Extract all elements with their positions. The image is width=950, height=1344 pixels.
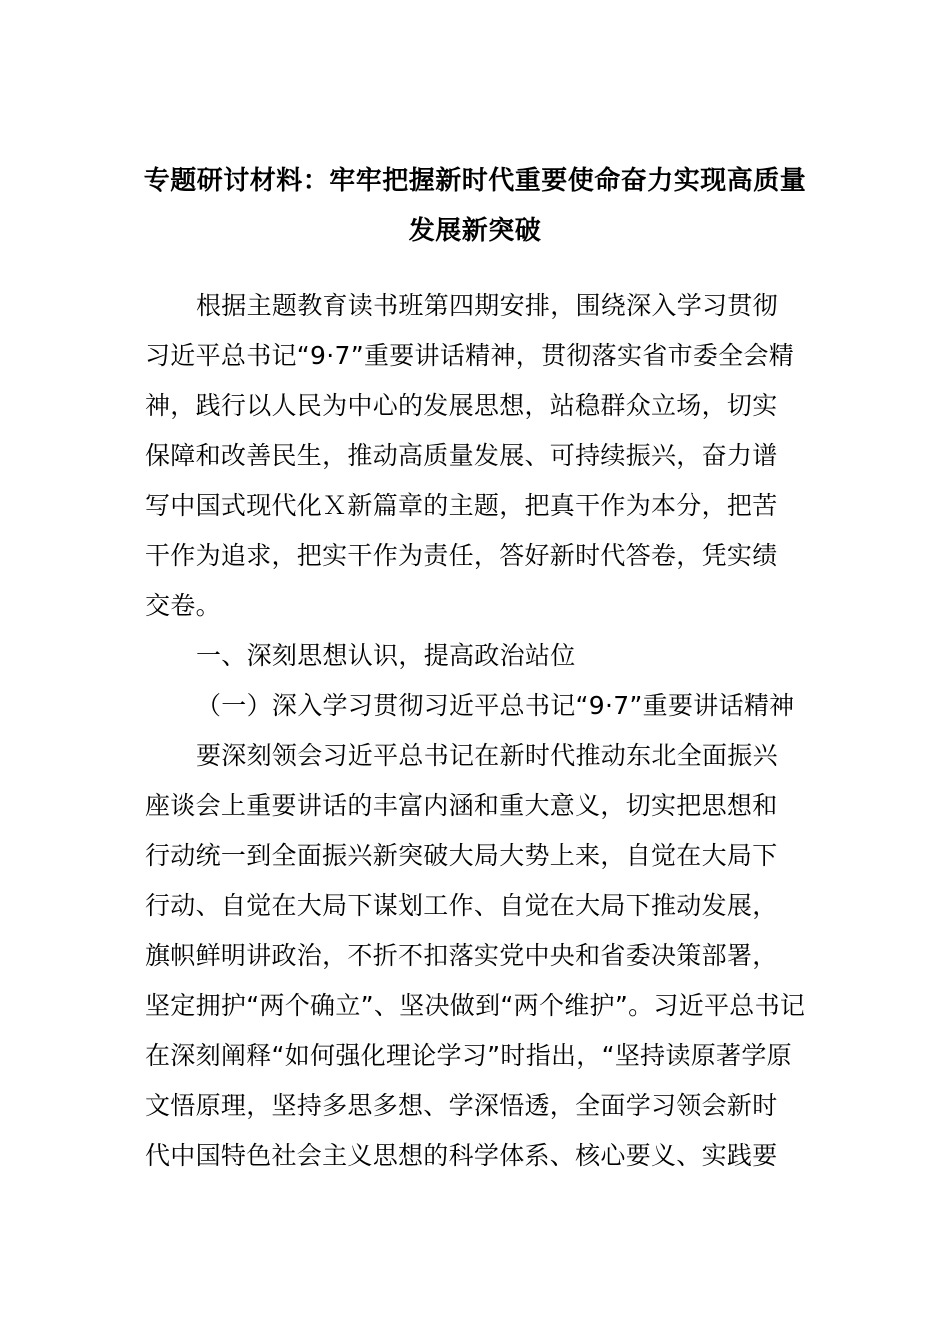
- paragraph-line: 行动统一到全面振兴新突破大局大势上来，自觉在大局下: [145, 841, 778, 870]
- paragraph-line: 写中国式现代化Ｘ新篇章的主题，把真干作为本分，把苦: [145, 491, 778, 520]
- paragraph-line: 神，践行以人民为中心的发展思想，站稳群众立场，切实: [145, 391, 778, 420]
- paragraph-line: 坚定拥护“两个确立”、坚决做到“两个维护”。习近平总书记: [145, 991, 806, 1020]
- document-title-line-2: 发展新突破: [408, 216, 542, 246]
- paragraph-line: 座谈会上重要讲话的丰富内涵和重大意义，切实把思想和: [145, 791, 778, 820]
- paragraph-line: 在深刻阐释“如何强化理论学习”时指出，“坚持读原著学原: [145, 1041, 792, 1070]
- paragraph-line: 保障和改善民生，推动高质量发展、可持续振兴，奋力谱: [145, 441, 778, 470]
- paragraph-line: 代中国特色社会主义思想的科学体系、核心要义、实践要: [145, 1141, 778, 1170]
- document-title-line-1: 专题研讨材料：牢牢把握新时代重要使命奋力实现高质量: [143, 166, 807, 196]
- paragraph-line: 干作为追求，把实干作为责任，答好新时代答卷，凭实绩: [145, 541, 778, 570]
- paragraph-line: 旗帜鲜明讲政治，不折不扣落实党中央和省委决策部署，: [145, 941, 778, 970]
- paragraph-line: 行动、自觉在大局下谋划工作、自觉在大局下推动发展，: [145, 891, 778, 920]
- paragraph-line: 交卷。: [145, 591, 221, 620]
- section-heading: 一、深刻思想认识，提高政治站位: [196, 641, 576, 670]
- paragraph-line: 习近平总书记“9·7”重要讲话精神，贯彻落实省市委全会精: [145, 341, 795, 370]
- paragraph-line: 文悟原理，坚持多思多想、学深悟透，全面学习领会新时: [145, 1091, 778, 1120]
- subsection-heading: （一）深入学习贯彻习近平总书记“9·7”重要讲话精神: [196, 691, 795, 720]
- paragraph-line: 要深刻领会习近平总书记在新时代推动东北全面振兴: [196, 741, 778, 770]
- paragraph-line: 根据主题教育读书班第四期安排，围绕深入学习贯彻: [196, 291, 778, 320]
